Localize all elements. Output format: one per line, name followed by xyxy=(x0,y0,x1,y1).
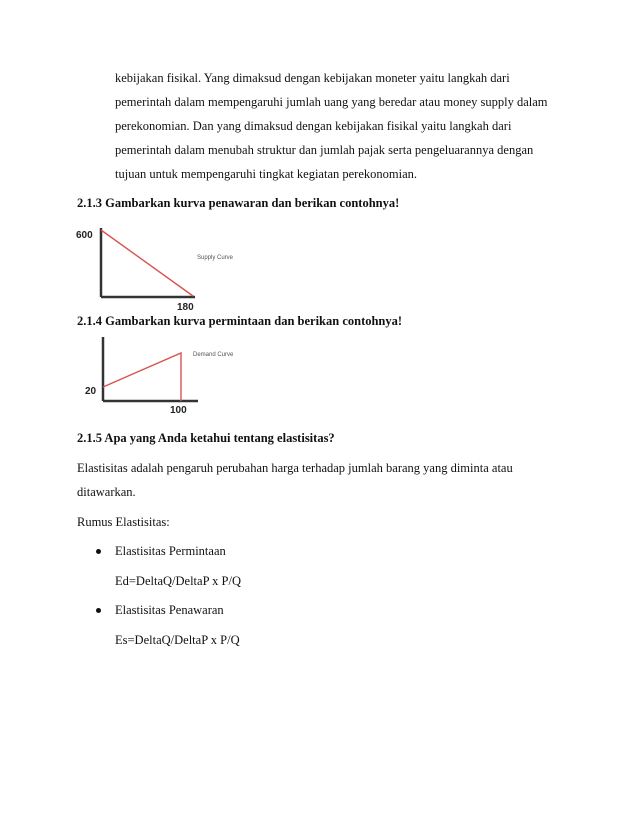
series-label: Demand Curve xyxy=(193,352,234,358)
section-heading-215: 2.1.5 Apa yang Anda ketahui tentang elastisitas? xyxy=(77,431,335,445)
demand-curve-chart xyxy=(80,333,260,418)
formula-text: Ed=DeltaQ/DeltaP x P/Q xyxy=(115,574,242,588)
bullet-label: Elastisitas Penawaran xyxy=(115,603,224,617)
formula-title: Rumus Elastisitas: xyxy=(77,515,170,529)
paragraph-line: pemerintah dalam mempengaruhi jumlah uang yang beredar atau money supply dalam xyxy=(115,95,548,109)
series-label: Supply Curve xyxy=(197,255,234,261)
x-tick-label: 100 xyxy=(170,405,187,416)
x-tick-label: 180 xyxy=(177,302,194,312)
supply-curve-line xyxy=(101,230,193,296)
bullet-icon xyxy=(96,549,101,554)
y-tick-label: 20 xyxy=(85,386,97,397)
paragraph-line: pemerintah dalam menubah struktur dan jumlah pajak serta pengeluarannya dengan xyxy=(115,143,534,157)
y-tick-label: 600 xyxy=(76,230,93,241)
section-heading-213: 2.1.3 Gambarkan kurva penawaran dan berikan contohnya! xyxy=(77,196,400,210)
bullet-label: Elastisitas Permintaan xyxy=(115,544,226,558)
demand-curve-line xyxy=(103,353,181,401)
formula-text: Es=DeltaQ/DeltaP x P/Q xyxy=(115,633,240,647)
supply-curve-chart xyxy=(75,222,255,312)
definition-line: ditawarkan. xyxy=(77,485,136,499)
section-heading-214: 2.1.4 Gambarkan kurva permintaan dan berikan contohnya! xyxy=(77,314,403,328)
definition-line: Elastisitas adalah pengaruh perubahan harga terhadap jumlah barang yang diminta atau xyxy=(77,461,513,475)
bullet-icon xyxy=(96,608,101,613)
supply-curve-svg xyxy=(75,222,255,312)
paragraph-line: kebijakan fisikal. Yang dimaksud dengan kebijakan moneter yaitu langkah dari xyxy=(115,71,510,85)
paragraph-line: perekonomian. Dan yang dimaksud dengan kebijakan fisikal yaitu langkah dari xyxy=(115,119,512,133)
demand-curve-svg xyxy=(80,333,260,418)
paragraph-line: tujuan untuk mempengaruhi tingkat kegiatan perekonomian. xyxy=(115,167,418,181)
